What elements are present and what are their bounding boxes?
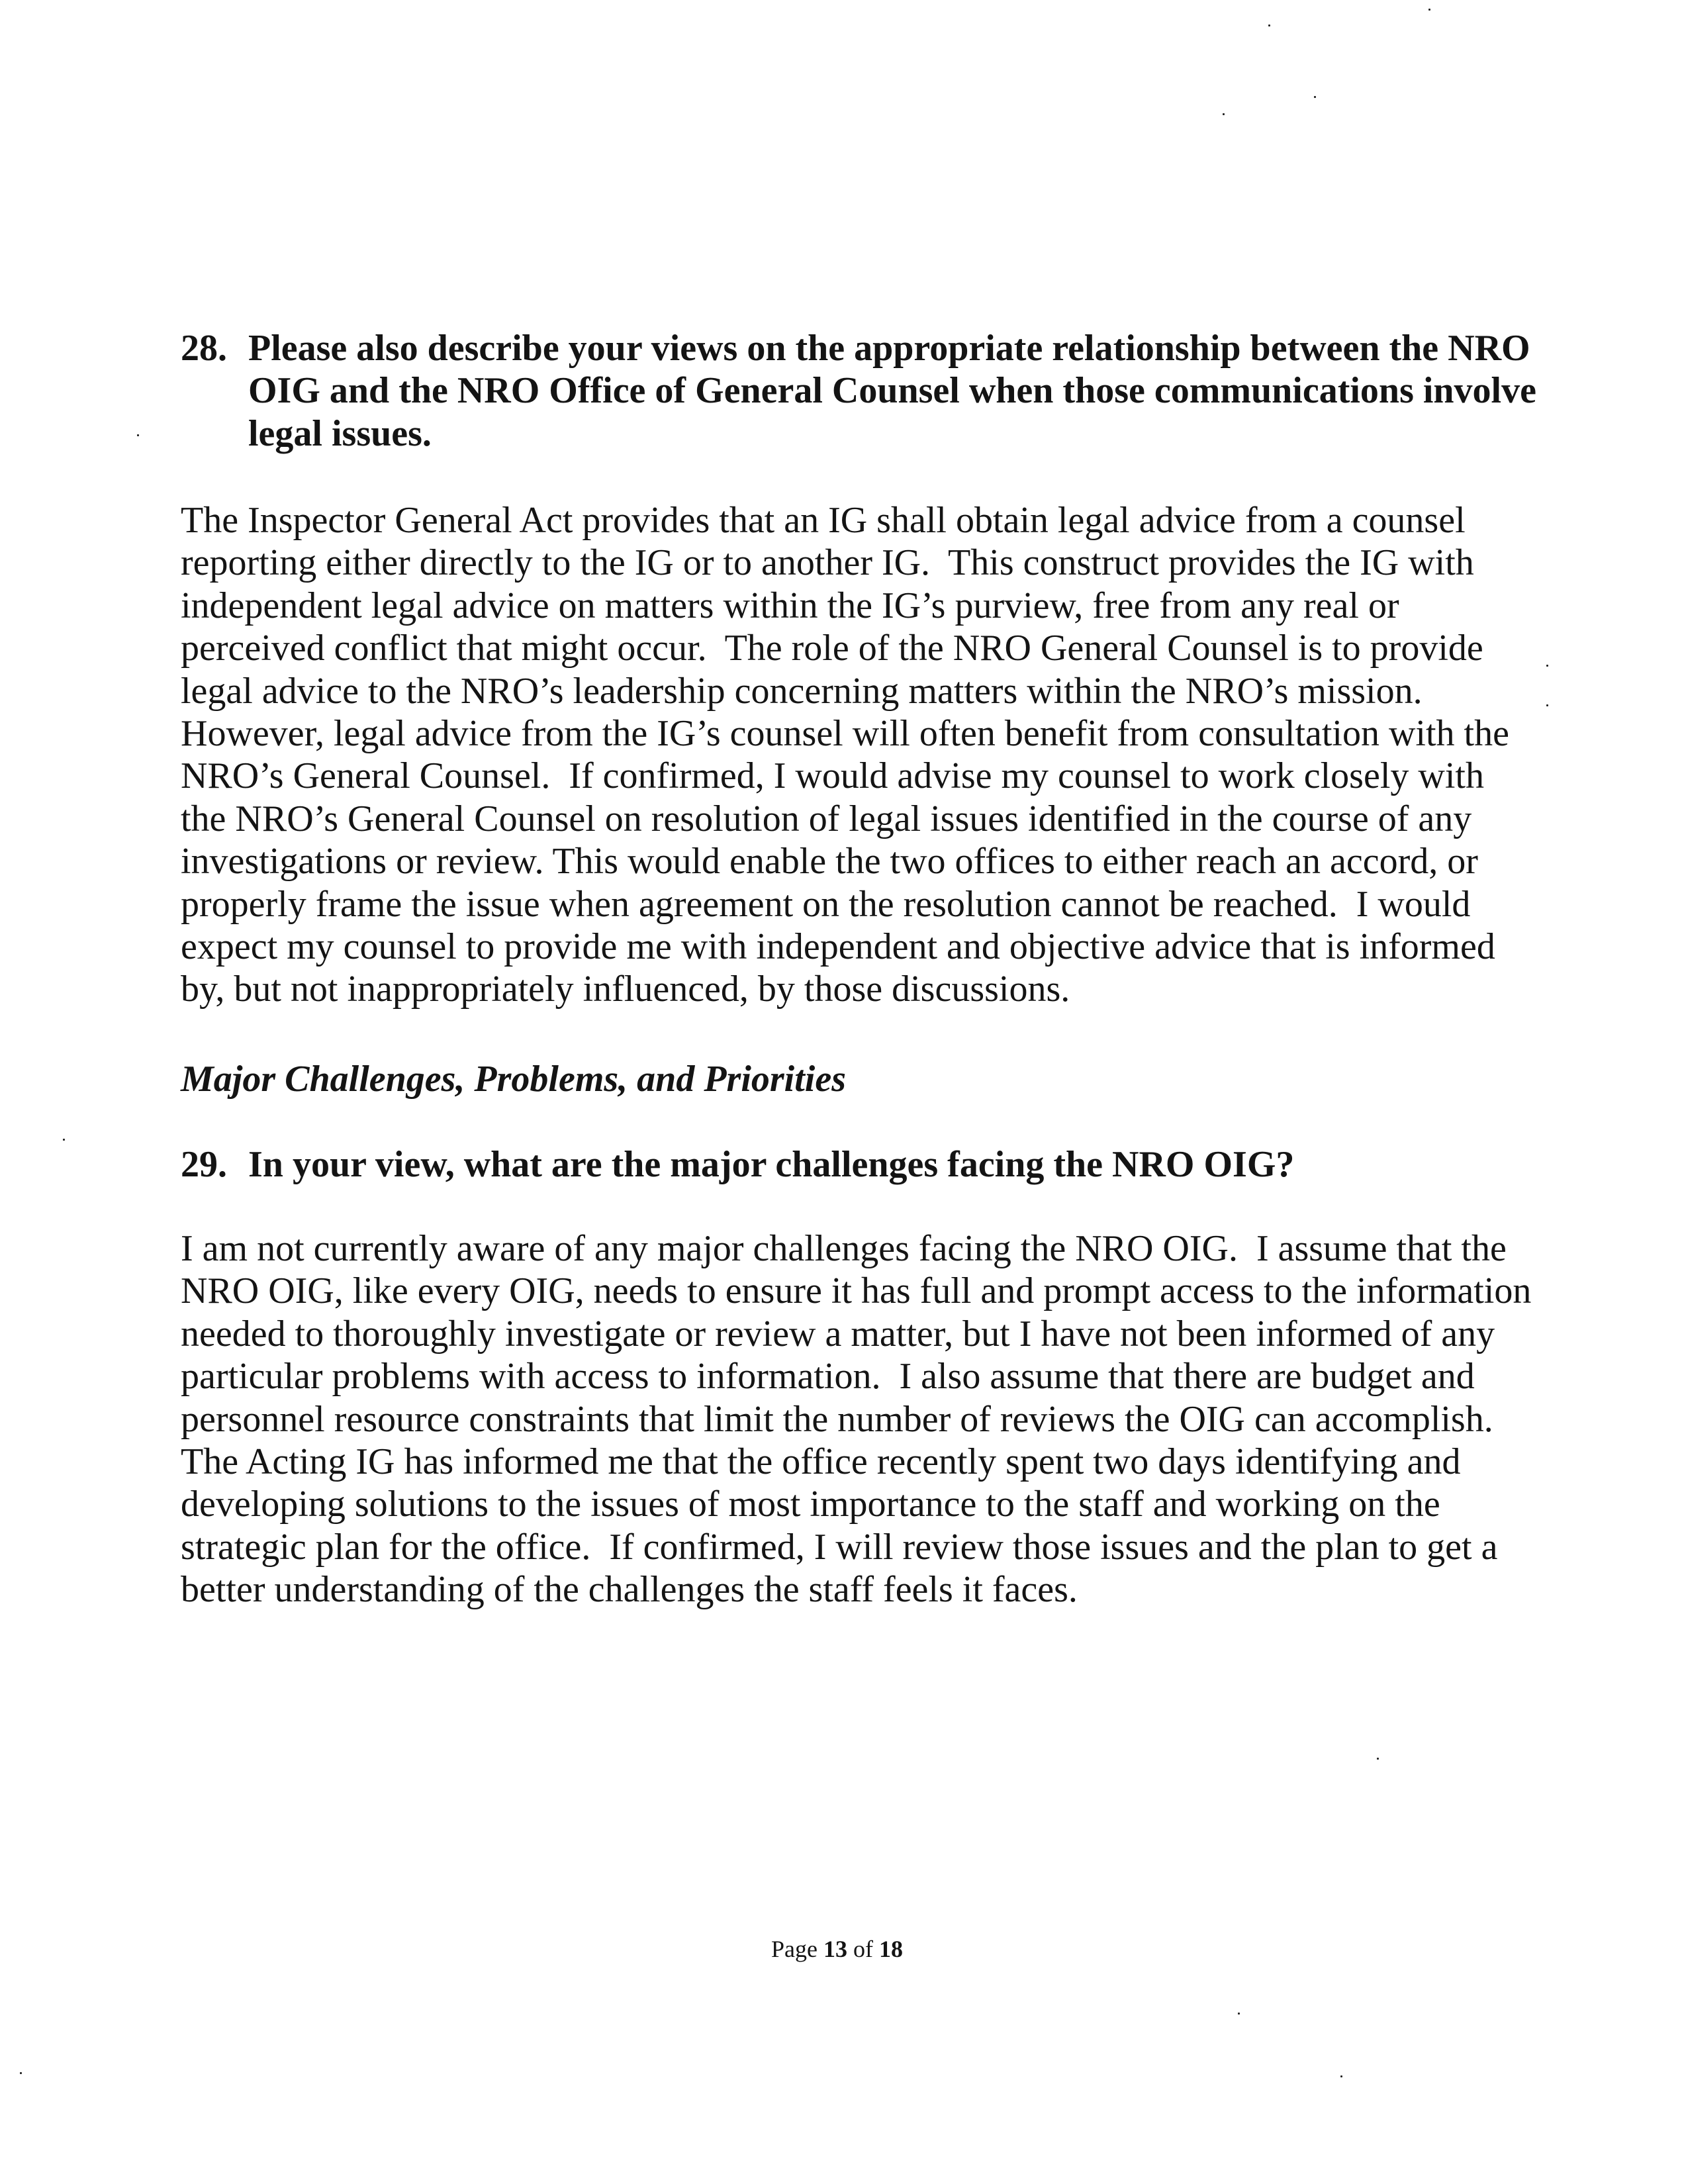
answer-29-line: developing solutions to the issues of most importance to the staff and working on the (181, 1484, 1440, 1525)
page-label: Page (771, 1936, 818, 1962)
answer-29-line: I am not currently aware of any major challenges facing the NRO OIG. I assume that the (181, 1228, 1507, 1269)
question-number: 29. (181, 1144, 227, 1185)
question-28-line-3: legal issues. (248, 412, 432, 454)
scan-speck (1377, 1758, 1379, 1760)
scan-speck (1546, 704, 1548, 706)
page-number-footer (771, 1934, 903, 1964)
answer-28-line: legal advice to the NRO’s leadership concerning matters within the NRO’s mission. (181, 670, 1423, 712)
answer-28-line: independent legal advice on matters within the IG’s purview, free from any real or (181, 585, 1399, 626)
answer-28-line: expect my counsel to provide me with independent and objective advice that is informed (181, 926, 1495, 967)
answer-29-line: particular problems with access to information. I also assume that there are budget and (181, 1356, 1475, 1398)
answer-29-line: personnel resource constraints that limit the number of reviews the OIG can accomplish. (181, 1398, 1493, 1440)
of-label: of (853, 1936, 873, 1962)
answer-28-line: properly frame the issue when agreement on the resolution cannot be reached. I would (181, 883, 1471, 925)
answer-29-paragraph (181, 1227, 1584, 1611)
answer-28-line: investigations or review. This would enable the two offices to either reach an accord, or (181, 841, 1478, 882)
current-page: 13 (823, 1936, 847, 1962)
answer-29-line: strategic plan for the office. If confirmed, I will review those issues and the plan to get a (181, 1526, 1498, 1568)
scan-speck (1428, 9, 1430, 11)
total-pages: 18 (878, 1936, 903, 1962)
answer-29-line: better understanding of the challenges the staff feels it faces. (181, 1569, 1078, 1611)
scan-speck (1268, 24, 1270, 26)
question-29 (181, 1143, 1584, 1186)
answer-28-line: perceived conflict that might occur. The role of the NRO General Counsel is to provide (181, 628, 1483, 669)
scan-speck (1314, 96, 1316, 98)
question-number: 28. (181, 328, 227, 369)
answer-28-line: the NRO’s General Counsel on resolution of legal issues identified in the course of any (181, 798, 1472, 839)
scan-speck (1223, 113, 1225, 115)
section-heading-text: Major Challenges, Problems, and Priorities (181, 1059, 846, 1100)
scan-speck (1340, 2075, 1342, 2077)
answer-28-paragraph (181, 499, 1584, 1011)
scan-speck (1238, 2013, 1240, 2015)
scan-speck (20, 2072, 22, 2074)
question-28-line-2: OIG and the NRO Office of General Counsel when those communications involve (248, 370, 1536, 412)
answer-29-line: NRO OIG, like every OIG, needs to ensure it has full and prompt access to the information (181, 1270, 1532, 1312)
scan-speck (137, 434, 139, 436)
answer-29-line: needed to thoroughly investigate or review a matter, but I have not been informed of any (181, 1313, 1495, 1354)
scan-speck (63, 1139, 65, 1141)
answer-28-line: However, legal advice from the IG’s counsel will often benefit from consultation with the (181, 712, 1509, 754)
question-28-line-1: 28. Please also describe your views on the appropriate relationship between the NRO (181, 328, 1530, 369)
section-heading (181, 1058, 1584, 1100)
answer-29-line: The Acting IG has informed me that the office recently spent two days identifying and (181, 1441, 1461, 1482)
question-29-line-1: 29. In your view, what are the major challenges facing the NRO OIG? (181, 1144, 1295, 1185)
question-28 (181, 327, 1584, 455)
answer-28-line: reporting either directly to the IG or to another IG. This construct provides the IG with (181, 542, 1474, 584)
answer-28-line: The Inspector General Act provides that an IG shall obtain legal advice from a counsel (181, 500, 1466, 541)
scan-speck (1546, 665, 1548, 667)
answer-28-line: by, but not inappropriately influenced, by those discussions. (181, 969, 1070, 1010)
answer-28-line: NRO’s General Counsel. If confirmed, I would advise my counsel to work closely with (181, 755, 1484, 797)
